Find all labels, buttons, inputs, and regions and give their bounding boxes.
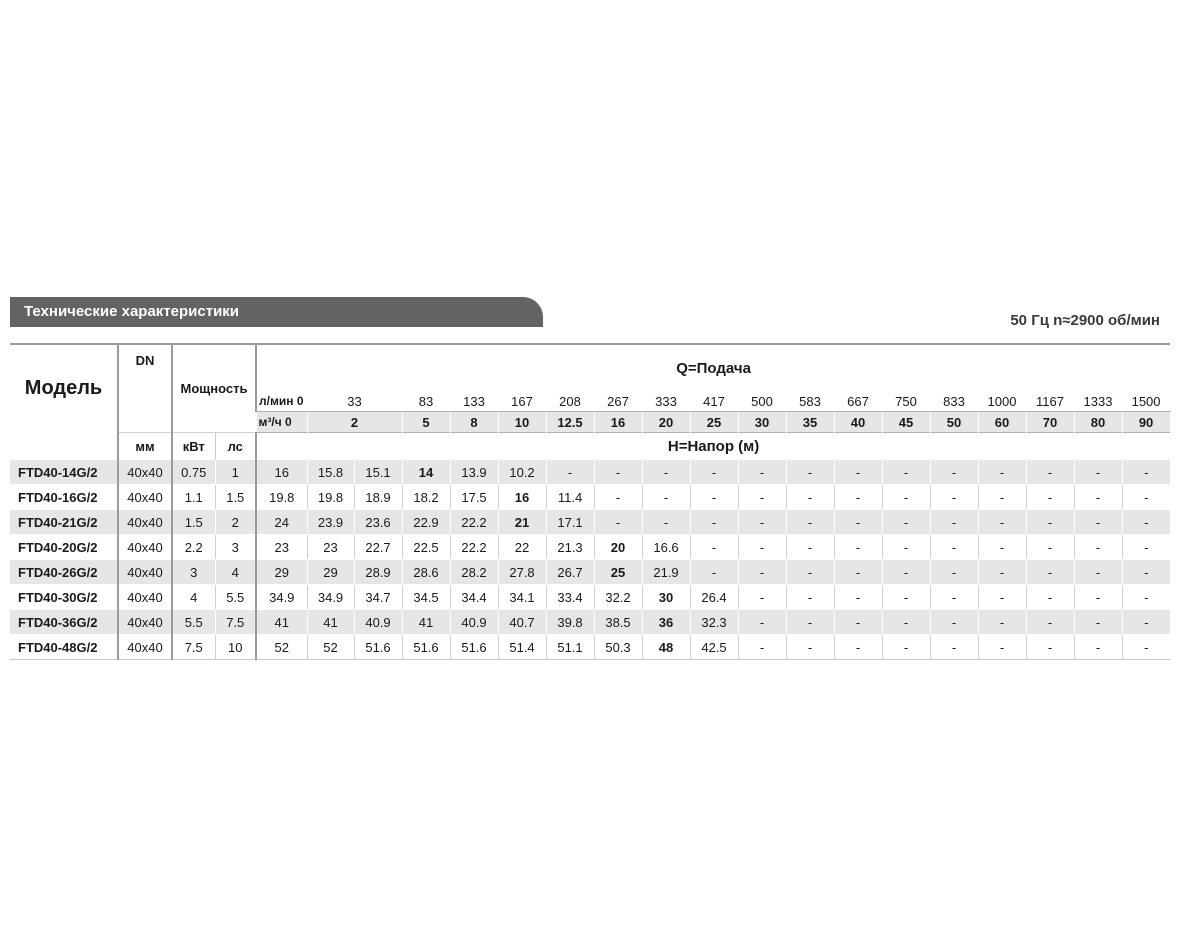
head-value: 18.2 xyxy=(402,485,450,510)
flow-unit-lpm: л/мин 0 xyxy=(256,391,307,412)
power-hp-value: 7.5 xyxy=(215,610,256,635)
head-value: - xyxy=(786,635,834,660)
flow-lpm-value: 1500 xyxy=(1122,391,1170,412)
head-value: 41 xyxy=(256,610,307,635)
head-value: 19.8 xyxy=(256,485,307,510)
head-value: - xyxy=(882,635,930,660)
head-value: - xyxy=(1026,585,1074,610)
head-value: - xyxy=(738,485,786,510)
head-value: 26.7 xyxy=(546,560,594,585)
flow-m3h-value: 25 xyxy=(690,412,738,433)
head-value: - xyxy=(882,510,930,535)
flow-m3h-value: 2 xyxy=(307,412,402,433)
head-value: 32.2 xyxy=(594,585,642,610)
flow-m3h-value: 80 xyxy=(1074,412,1122,433)
head-value: 29 xyxy=(256,560,307,585)
head-value: - xyxy=(1122,510,1170,535)
head-value: - xyxy=(930,610,978,635)
head-value: - xyxy=(978,560,1026,585)
head-value: 25 xyxy=(594,560,642,585)
dn-value: 40x40 xyxy=(118,535,172,560)
head-value: - xyxy=(882,535,930,560)
dn-header: DN xyxy=(118,344,172,433)
head-value: 50.3 xyxy=(594,635,642,660)
head-value: - xyxy=(786,510,834,535)
head-value: 52 xyxy=(256,635,307,660)
head-value: - xyxy=(978,585,1026,610)
head-value: - xyxy=(690,535,738,560)
model-name: FTD40-20G/2 xyxy=(10,535,118,560)
power-hp-value: 5.5 xyxy=(215,585,256,610)
head-value: 51.6 xyxy=(450,635,498,660)
head-value: 13.9 xyxy=(450,460,498,485)
power-kw-unit: кВт xyxy=(172,433,215,461)
head-value: 22.2 xyxy=(450,535,498,560)
flow-lpm-value: 1333 xyxy=(1074,391,1122,412)
head-value: - xyxy=(978,610,1026,635)
head-value: - xyxy=(882,585,930,610)
head-value: 40.9 xyxy=(450,610,498,635)
head-value: - xyxy=(1074,460,1122,485)
head-value: 30 xyxy=(642,585,690,610)
flow-lpm-value: 208 xyxy=(546,391,594,412)
head-value: 15.8 xyxy=(307,460,354,485)
frequency-info: 50 Гц n≈2900 об/мин xyxy=(1010,312,1160,329)
head-value: - xyxy=(786,610,834,635)
head-value: - xyxy=(1074,510,1122,535)
section-title: Технические характеристики xyxy=(24,303,240,320)
table-row xyxy=(10,585,1170,610)
model-unit-empty xyxy=(10,433,118,461)
head-value: - xyxy=(1122,560,1170,585)
head-value: 22.7 xyxy=(354,535,402,560)
head-value: - xyxy=(642,510,690,535)
power-kw-value: 5.5 xyxy=(172,610,215,635)
head-value: - xyxy=(1026,560,1074,585)
head-value: - xyxy=(978,485,1026,510)
head-value: 28.6 xyxy=(402,560,450,585)
head-title: H=Напор (м) xyxy=(256,433,1170,461)
head-value: 23 xyxy=(307,535,354,560)
flow-lpm-value: 667 xyxy=(834,391,882,412)
table-row xyxy=(10,510,1170,535)
flow-lpm-value: 583 xyxy=(786,391,834,412)
head-value: - xyxy=(594,485,642,510)
head-value: 19.8 xyxy=(307,485,354,510)
model-name: FTD40-16G/2 xyxy=(10,485,118,510)
head-value: - xyxy=(834,585,882,610)
head-value: - xyxy=(978,460,1026,485)
head-value: 34.4 xyxy=(450,585,498,610)
head-value: - xyxy=(978,635,1026,660)
table-row xyxy=(10,535,1170,560)
head-value: - xyxy=(594,510,642,535)
head-value: - xyxy=(1026,510,1074,535)
dn-value: 40x40 xyxy=(118,635,172,660)
head-value: 27.8 xyxy=(498,560,546,585)
head-value: 40.9 xyxy=(354,610,402,635)
power-kw-value: 1.5 xyxy=(172,510,215,535)
flow-m3h-value: 45 xyxy=(882,412,930,433)
flow-m3h-value: 10 xyxy=(498,412,546,433)
power-kw-value: 1.1 xyxy=(172,485,215,510)
power-kw-value: 4 xyxy=(172,585,215,610)
model-name: FTD40-14G/2 xyxy=(10,460,118,485)
head-value: - xyxy=(882,485,930,510)
head-value: 26.4 xyxy=(690,585,738,610)
head-value: 51.4 xyxy=(498,635,546,660)
head-value: 10.2 xyxy=(498,460,546,485)
head-value: - xyxy=(834,510,882,535)
head-value: 24 xyxy=(256,510,307,535)
head-value: - xyxy=(1122,610,1170,635)
head-value: - xyxy=(1074,485,1122,510)
model-name: FTD40-26G/2 xyxy=(10,560,118,585)
head-value: 34.9 xyxy=(307,585,354,610)
dn-value: 40x40 xyxy=(118,560,172,585)
head-value: 16.6 xyxy=(642,535,690,560)
head-value: 42.5 xyxy=(690,635,738,660)
flow-m3h-value: 12.5 xyxy=(546,412,594,433)
head-value: 40.7 xyxy=(498,610,546,635)
head-value: - xyxy=(642,485,690,510)
head-value: - xyxy=(1026,485,1074,510)
power-hp-value: 1 xyxy=(215,460,256,485)
flow-m3h-value: 20 xyxy=(642,412,690,433)
head-value: 51.1 xyxy=(546,635,594,660)
flow-m3h-value: 50 xyxy=(930,412,978,433)
flow-lpm-value: 83 xyxy=(402,391,450,412)
head-value: 32.3 xyxy=(690,610,738,635)
head-value: 22.9 xyxy=(402,510,450,535)
specification-table xyxy=(10,343,1170,660)
flow-unit-m3h: м³/ч 0 xyxy=(256,412,307,433)
head-value: 21.3 xyxy=(546,535,594,560)
head-value: - xyxy=(1122,585,1170,610)
head-value: - xyxy=(738,460,786,485)
head-value: - xyxy=(930,460,978,485)
head-value: - xyxy=(786,560,834,585)
flow-lpm-value: 750 xyxy=(882,391,930,412)
head-value: 23.6 xyxy=(354,510,402,535)
head-value: 28.9 xyxy=(354,560,402,585)
flow-m3h-value: 90 xyxy=(1122,412,1170,433)
head-value: 23 xyxy=(256,535,307,560)
head-value: - xyxy=(1122,635,1170,660)
table-row xyxy=(10,560,1170,585)
head-value: - xyxy=(930,560,978,585)
head-value: 20 xyxy=(594,535,642,560)
dn-unit: мм xyxy=(118,433,172,461)
power-kw-value: 0.75 xyxy=(172,460,215,485)
flow-m3h-value: 70 xyxy=(1026,412,1074,433)
model-header: Модель xyxy=(10,344,118,433)
head-value: - xyxy=(930,510,978,535)
flow-m3h-value: 35 xyxy=(786,412,834,433)
head-value: 41 xyxy=(402,610,450,635)
head-value: - xyxy=(738,560,786,585)
head-value: - xyxy=(1026,610,1074,635)
head-value: - xyxy=(1122,460,1170,485)
flow-m3h-value: 60 xyxy=(978,412,1026,433)
head-value: 17.1 xyxy=(546,510,594,535)
head-value: 18.9 xyxy=(354,485,402,510)
head-value: 22 xyxy=(498,535,546,560)
table-row xyxy=(10,610,1170,635)
head-value: - xyxy=(1026,460,1074,485)
head-value: - xyxy=(930,635,978,660)
power-hp-value: 10 xyxy=(215,635,256,660)
head-value: 15.1 xyxy=(354,460,402,485)
head-value: 11.4 xyxy=(546,485,594,510)
head-value: - xyxy=(690,485,738,510)
head-value: - xyxy=(690,560,738,585)
head-value: 14 xyxy=(402,460,450,485)
head-value: - xyxy=(978,535,1026,560)
flow-m3h-value: 40 xyxy=(834,412,882,433)
flow-m3h-value: 16 xyxy=(594,412,642,433)
section-title-banner xyxy=(10,297,543,327)
head-value: - xyxy=(1074,585,1122,610)
head-value: - xyxy=(882,460,930,485)
head-value: - xyxy=(594,460,642,485)
power-hp-value: 1.5 xyxy=(215,485,256,510)
head-value: 41 xyxy=(307,610,354,635)
head-value: - xyxy=(882,560,930,585)
head-value: - xyxy=(738,535,786,560)
head-value: 33.4 xyxy=(546,585,594,610)
dn-value: 40x40 xyxy=(118,510,172,535)
dn-value: 40x40 xyxy=(118,610,172,635)
header-row-units xyxy=(10,433,1170,461)
head-value: 36 xyxy=(642,610,690,635)
head-value: - xyxy=(786,460,834,485)
head-value: 51.6 xyxy=(354,635,402,660)
head-value: 17.5 xyxy=(450,485,498,510)
head-value: - xyxy=(882,610,930,635)
head-value: - xyxy=(738,585,786,610)
head-value: 48 xyxy=(642,635,690,660)
head-value: - xyxy=(834,485,882,510)
model-name: FTD40-21G/2 xyxy=(10,510,118,535)
head-value: 34.9 xyxy=(256,585,307,610)
flow-title: Q=Подача xyxy=(256,344,1170,391)
head-value: 23.9 xyxy=(307,510,354,535)
head-value: - xyxy=(1074,635,1122,660)
head-value: 39.8 xyxy=(546,610,594,635)
power-header: Мощность xyxy=(172,344,256,433)
head-value: 38.5 xyxy=(594,610,642,635)
flow-lpm-value: 1000 xyxy=(978,391,1026,412)
table-row xyxy=(10,635,1170,660)
head-value: 51.6 xyxy=(402,635,450,660)
head-value: - xyxy=(642,460,690,485)
head-value: - xyxy=(546,460,594,485)
dn-value: 40x40 xyxy=(118,585,172,610)
head-value: 21 xyxy=(498,510,546,535)
head-value: 16 xyxy=(256,460,307,485)
head-value: 22.5 xyxy=(402,535,450,560)
head-value: - xyxy=(786,485,834,510)
header-row-titles xyxy=(10,344,1170,391)
power-hp-value: 4 xyxy=(215,560,256,585)
head-value: - xyxy=(930,535,978,560)
head-value: - xyxy=(786,585,834,610)
dn-value: 40x40 xyxy=(118,485,172,510)
head-value: - xyxy=(1074,610,1122,635)
head-value: 28.2 xyxy=(450,560,498,585)
head-value: - xyxy=(834,535,882,560)
flow-lpm-value: 167 xyxy=(498,391,546,412)
flow-lpm-value: 833 xyxy=(930,391,978,412)
head-value: - xyxy=(738,610,786,635)
model-name: FTD40-48G/2 xyxy=(10,635,118,660)
head-value: - xyxy=(1026,635,1074,660)
power-hp-value: 2 xyxy=(215,510,256,535)
head-value: 34.5 xyxy=(402,585,450,610)
head-value: 22.2 xyxy=(450,510,498,535)
head-value: - xyxy=(738,510,786,535)
head-value: - xyxy=(690,510,738,535)
head-value: - xyxy=(930,485,978,510)
flow-m3h-value: 5 xyxy=(402,412,450,433)
dn-value: 40x40 xyxy=(118,460,172,485)
head-value: - xyxy=(1074,560,1122,585)
model-name: FTD40-36G/2 xyxy=(10,610,118,635)
flow-lpm-value: 267 xyxy=(594,391,642,412)
head-value: - xyxy=(834,610,882,635)
head-value: - xyxy=(834,460,882,485)
head-value: - xyxy=(1122,485,1170,510)
flow-lpm-value: 333 xyxy=(642,391,690,412)
head-value: - xyxy=(1026,535,1074,560)
table-row xyxy=(10,460,1170,485)
head-value: 29 xyxy=(307,560,354,585)
flow-lpm-value: 33 xyxy=(307,391,402,412)
flow-m3h-value: 30 xyxy=(738,412,786,433)
flow-m3h-value: 8 xyxy=(450,412,498,433)
power-hp-unit: лс xyxy=(215,433,256,461)
power-kw-value: 3 xyxy=(172,560,215,585)
flow-lpm-value: 500 xyxy=(738,391,786,412)
head-value: - xyxy=(834,560,882,585)
head-value: 34.7 xyxy=(354,585,402,610)
head-value: 52 xyxy=(307,635,354,660)
flow-lpm-value: 1167 xyxy=(1026,391,1074,412)
head-value: - xyxy=(1074,535,1122,560)
head-value: - xyxy=(1122,535,1170,560)
flow-lpm-value: 417 xyxy=(690,391,738,412)
power-hp-value: 3 xyxy=(215,535,256,560)
head-value: - xyxy=(834,635,882,660)
model-name: FTD40-30G/2 xyxy=(10,585,118,610)
head-value: - xyxy=(930,585,978,610)
head-value: - xyxy=(690,460,738,485)
head-value: - xyxy=(786,535,834,560)
table-row xyxy=(10,485,1170,510)
power-kw-value: 7.5 xyxy=(172,635,215,660)
flow-lpm-value: 133 xyxy=(450,391,498,412)
head-value: - xyxy=(738,635,786,660)
power-kw-value: 2.2 xyxy=(172,535,215,560)
head-value: - xyxy=(978,510,1026,535)
head-value: 21.9 xyxy=(642,560,690,585)
head-value: 34.1 xyxy=(498,585,546,610)
head-value: 16 xyxy=(498,485,546,510)
table-body xyxy=(10,460,1170,660)
